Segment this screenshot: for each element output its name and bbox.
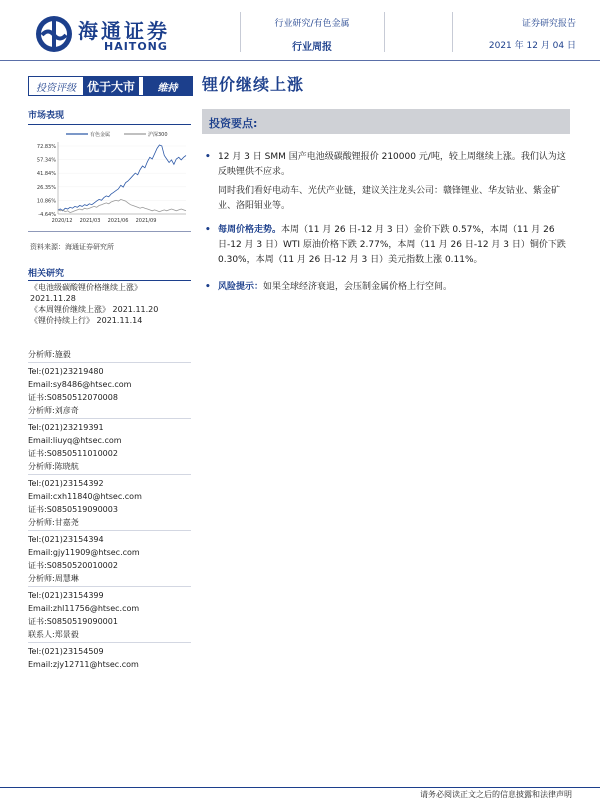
analyst-contacts <box>28 348 193 671</box>
report-date: 2021 年 12 月 04 日 <box>488 41 576 51</box>
analyst-name: 分析师:施毅 <box>28 350 71 359</box>
footer-rule <box>0 787 600 788</box>
rating-label: 投资评级 <box>36 82 76 94</box>
analyst-cert: 证书:S0850512070008 <box>28 393 118 402</box>
key-point-lead: 风险提示： <box>218 282 264 292</box>
related-item[interactable]: 2021.11.28 <box>30 294 76 303</box>
analyst-block <box>28 404 193 460</box>
analyst-tel: Tel:(021)23154509 <box>28 647 104 656</box>
analyst-tel: Tel:(021)23219480 <box>28 367 104 376</box>
logo-english-name: HAITONG <box>104 40 168 53</box>
market-performance-chart <box>28 128 191 228</box>
analyst-name: 分析师:刘彦奇 <box>28 406 79 415</box>
related-item[interactable]: 《本周锂价继续上涨》 2021.11.20 <box>30 305 159 314</box>
section-rule <box>28 124 191 125</box>
y-tick-label: 57.34% <box>36 157 56 164</box>
section-rule <box>28 280 191 281</box>
chart-source: 资料来源：海通证券研究所 <box>30 243 114 251</box>
analyst-cert: 证书:S0850511010002 <box>28 449 118 458</box>
analyst-block <box>28 460 193 516</box>
bullet-icon: • <box>205 282 211 292</box>
y-tick-label: -4.64% <box>38 212 56 218</box>
report-kind: 证券研究报告 <box>521 19 576 29</box>
report-type: 行业周报 <box>292 42 332 53</box>
legend-label: 有色金属 <box>90 132 111 138</box>
divider <box>28 530 191 531</box>
report-category: 行业研究/有色金属 <box>274 19 350 29</box>
logo-chinese-name: 海通证券 <box>78 19 170 43</box>
key-points-heading: 投资要点: <box>209 117 258 130</box>
x-tick-label: 2020/12 <box>51 218 73 224</box>
analyst-tel: Tel:(021)23154399 <box>28 591 104 600</box>
analyst-email[interactable]: Email:liuyq@htsec.com <box>28 436 122 445</box>
related-item[interactable]: 《锂价持续上行》 2021.11.14 <box>30 316 143 325</box>
analyst-block <box>28 628 193 671</box>
rating-action: 维持 <box>143 77 192 95</box>
divider <box>28 362 191 363</box>
divider <box>28 586 191 587</box>
related-research-list <box>30 282 195 326</box>
key-point <box>205 280 571 295</box>
y-tick-label: 72.83% <box>36 144 56 150</box>
analyst-email[interactable]: Email:zjy12711@htsec.com <box>28 660 139 669</box>
bullet-icon: • <box>205 152 211 162</box>
key-points-body <box>205 150 571 299</box>
legend-label: 沪深300 <box>148 132 168 138</box>
divider <box>28 418 191 419</box>
section-rule <box>28 231 191 232</box>
analyst-cert: 证书:S0850519090001 <box>28 617 118 626</box>
analyst-block <box>28 516 193 572</box>
analyst-email[interactable]: Email:cxh11840@htsec.com <box>28 492 142 501</box>
y-tick-label: 41.84% <box>36 171 56 178</box>
report-title: 锂价继续上涨 <box>202 75 305 94</box>
key-point <box>205 223 571 268</box>
market-performance-heading: 市场表现 <box>28 111 65 121</box>
analyst-tel: Tel:(021)23154394 <box>28 535 104 544</box>
footer-disclaimer: 请务必阅读正文之后的信息披露和法律声明 <box>420 790 572 799</box>
y-tick-label: 10.86% <box>36 198 56 205</box>
x-tick-label: 2021/09 <box>135 218 157 224</box>
analyst-name: 分析师:周慧琳 <box>28 574 79 583</box>
analyst-email[interactable]: Email:gjy11909@htsec.com <box>28 548 140 557</box>
analyst-name: 分析师:陈晓航 <box>28 462 79 471</box>
y-tick-label: 26.35% <box>36 184 56 191</box>
x-tick-label: 2021/06 <box>107 218 129 224</box>
key-point-text: 12 月 3 日 SMM 国产电池级碳酸锂报价 210000 元/吨，较上周继续上涨。我们认为这反映锂供不应求。 <box>218 152 566 177</box>
analyst-email[interactable]: Email:zhl11756@htsec.com <box>28 604 140 613</box>
divider <box>28 642 191 643</box>
analyst-block <box>28 348 193 404</box>
key-point-detail: 同时我们看好电动车、光伏产业链，建议关注龙头公司：赣锋锂业、华友钴业、紫金矿业、洛阳钼业等。 <box>218 186 561 211</box>
analyst-tel: Tel:(021)23219391 <box>28 423 104 432</box>
divider <box>28 474 191 475</box>
analyst-tel: Tel:(021)23154392 <box>28 479 104 488</box>
series-line <box>58 199 186 212</box>
key-point-lead: 每周价格走势。 <box>218 225 282 235</box>
related-item[interactable]: 《电池级碳酸锂价格继续上涨》 <box>30 283 142 292</box>
analyst-email[interactable]: Email:sy8486@htsec.com <box>28 380 132 389</box>
key-point-text: 本周（11 月 26 日-12 月 3 日）金价下跌 0.57%，本周（11 月 26 日-12 月 3 日）WTI 原油价格下跌 2.77%，本周（11 月 26 日-12 月 3 日）铜价下跌 0.30%，本周（11 月 26 日-12 月 3 日）美元指数上涨 0.11%。 <box>218 225 566 265</box>
analyst-block <box>28 572 193 628</box>
key-point-text: 如果全球经济衰退，会压制金属价格上行空间。 <box>263 282 453 292</box>
rating-value: 优于大市 <box>83 77 139 95</box>
key-point <box>205 150 571 180</box>
bullet-icon: • <box>205 225 211 235</box>
header-divider <box>384 12 385 52</box>
series-line <box>58 145 186 211</box>
analyst-cert: 证书:S0850520010002 <box>28 561 118 570</box>
analyst-cert: 证书:S0850519090003 <box>28 505 118 514</box>
haitong-logo-icon <box>34 14 74 54</box>
related-research-heading: 相关研究 <box>28 269 65 279</box>
header-rule <box>0 60 600 61</box>
investment-rating <box>28 76 193 96</box>
analyst-name: 分析师:甘嘉尧 <box>28 518 79 527</box>
analyst-name: 联系人:郑景毅 <box>28 630 79 639</box>
x-tick-label: 2021/03 <box>79 218 101 224</box>
